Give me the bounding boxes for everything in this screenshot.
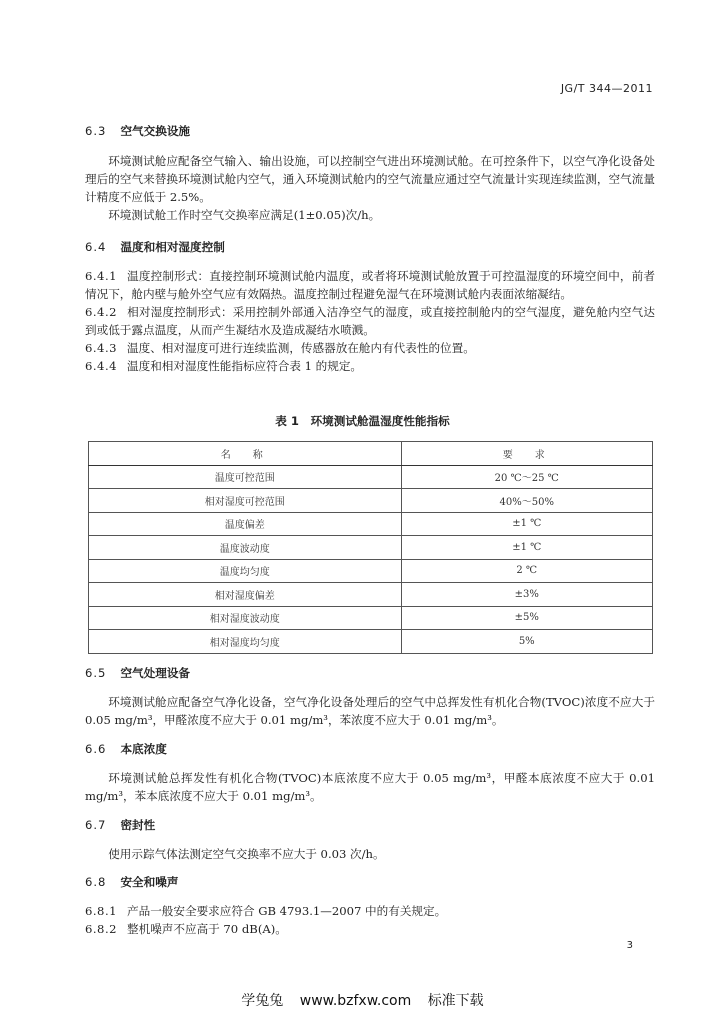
section-6-6 [85,740,655,805]
section-title: 安全和噪声 [120,875,179,889]
section-title: 空气交换设施 [120,124,191,138]
paragraph: 环境测试舱工作时空气交换率应满足(1±0.05)次/h。 [108,208,381,222]
row-name: 相对湿度波动度 [89,606,402,630]
clause-text: 温度和相对湿度性能指标应符合表 1 的规定。 [127,359,363,373]
row-value: ±1 ℃ [401,536,653,560]
section-heading [85,122,655,140]
table-header-row [89,442,653,466]
row-value: ±3% [401,583,653,607]
clause-number: 6.4.2 [85,305,117,319]
section-heading [85,740,655,758]
section-6-7 [85,816,655,863]
section-6-4 [85,238,655,375]
clause [85,303,655,339]
clause [85,357,655,375]
section-heading [85,664,655,682]
performance-table [88,441,653,654]
footer-tagline: 标准下载 [427,993,484,1009]
table-row [89,536,653,560]
clause [85,267,655,303]
section-title: 空气处理设备 [120,666,191,680]
page-number: 3 [626,940,633,951]
clause [85,902,655,920]
column-header-requirement: 要 求 [401,442,653,466]
row-name: 温度可控范围 [89,465,402,489]
section-number: 6.3 [85,124,107,138]
clause-number: 6.4.3 [85,341,117,355]
section-number: 6.4 [85,240,107,254]
paragraph: 环境测试舱总挥发性有机化合物(TVOC)本底浓度不应大于 0.05 mg/m³，甲醛本底浓度不应大于 0.01 mg/m³，苯本底浓度不应大于 0.01 mg/m³。 [85,771,655,803]
row-value: 5% [401,630,653,654]
row-value: ±5% [401,606,653,630]
row-name: 相对湿度偏差 [89,583,402,607]
section-title: 本底浓度 [120,742,167,756]
section-6-5 [85,664,655,729]
section-heading [85,873,655,891]
row-value: 40%～50% [401,489,653,513]
row-value: 2 ℃ [401,559,653,583]
clause-text: 产品一般安全要求应符合 GB 4793.1—2007 中的有关规定。 [127,904,447,918]
row-name: 相对湿度可控范围 [89,489,402,513]
table-row [89,465,653,489]
section-number: 6.6 [85,742,107,756]
section-heading [85,238,655,256]
table-row [89,606,653,630]
watermark-footer [0,990,725,1010]
clause-text: 整机噪声不应高于 70 dB(A)。 [127,922,287,936]
table-row [89,559,653,583]
paragraph: 环境测试舱应配备空气输入、输出设施，可以控制空气进出环境测试舱。在可控条件下，以空气净化设备处理后的空气来替换环境测试舱内空气，通入环境测试舱内的空气流量应通过空气流量计实现连续监测，空气流量计精度不应低于 2.5%。 [85,154,655,204]
row-value: ±1 ℃ [401,512,653,536]
clause [85,339,655,357]
section-heading [85,816,655,834]
clause-number: 6.4.1 [85,269,117,283]
section-6-3 [85,122,655,224]
section-number: 6.5 [85,666,107,680]
table-row [89,489,653,513]
clause-number: 6.8.1 [85,904,117,918]
standard-code: JG/T 344—2011 [560,82,653,95]
section-number: 6.7 [85,818,107,832]
row-name: 温度波动度 [89,536,402,560]
paragraph: 环境测试舱应配备空气净化设备，空气净化设备处理后的空气中总挥发性有机化合物(TVOC)浓度不应大于 0.05 mg/m³，甲醛浓度不应大于 0.01 mg/m³，苯浓度不应大于 0.01 mg/m³。 [85,695,655,727]
section-number: 6.8 [85,875,107,889]
row-name: 相对湿度均匀度 [89,630,402,654]
table-caption: 表 1 环境测试舱温湿度性能指标 [275,414,450,428]
row-name: 温度偏差 [89,512,402,536]
footer-url[interactable]: www.bzfxw.com [299,993,412,1009]
table-row [89,512,653,536]
clause-number: 6.4.4 [85,359,117,373]
clause [85,920,655,938]
clause-number: 6.8.2 [85,922,117,936]
paragraph: 使用示踪气体法测定空气交换率不应大于 0.03 次/h。 [108,847,385,861]
clause-text: 温度控制形式：直接控制环境测试舱内温度，或者将环境测试舱放置于可控温湿度的环境空间中，前者情况下，舱内壁与舱外空气应有效隔热。温度控制过程避免湿气在环境测试舱内表面浓缩凝结。 [85,269,655,301]
row-value: 20 ℃～25 ℃ [401,465,653,489]
row-name: 温度均匀度 [89,559,402,583]
column-header-name: 名 称 [89,442,402,466]
table-row [89,583,653,607]
section-6-8 [85,873,655,938]
table-row [89,630,653,654]
section-title: 密封性 [120,818,156,832]
footer-brand: 学兔兔 [241,993,284,1009]
clause-text: 相对湿度控制形式：采用控制外部通入洁净空气的湿度，或直接控制舱内的空气湿度，避免舱内空气达到或低于露点温度，从而产生凝结水及造成凝结水喷溅。 [85,305,655,337]
section-title: 温度和相对湿度控制 [120,240,225,254]
clause-text: 温度、相对湿度可进行连续监测，传感器放在舱内有代表性的位置。 [127,341,475,355]
